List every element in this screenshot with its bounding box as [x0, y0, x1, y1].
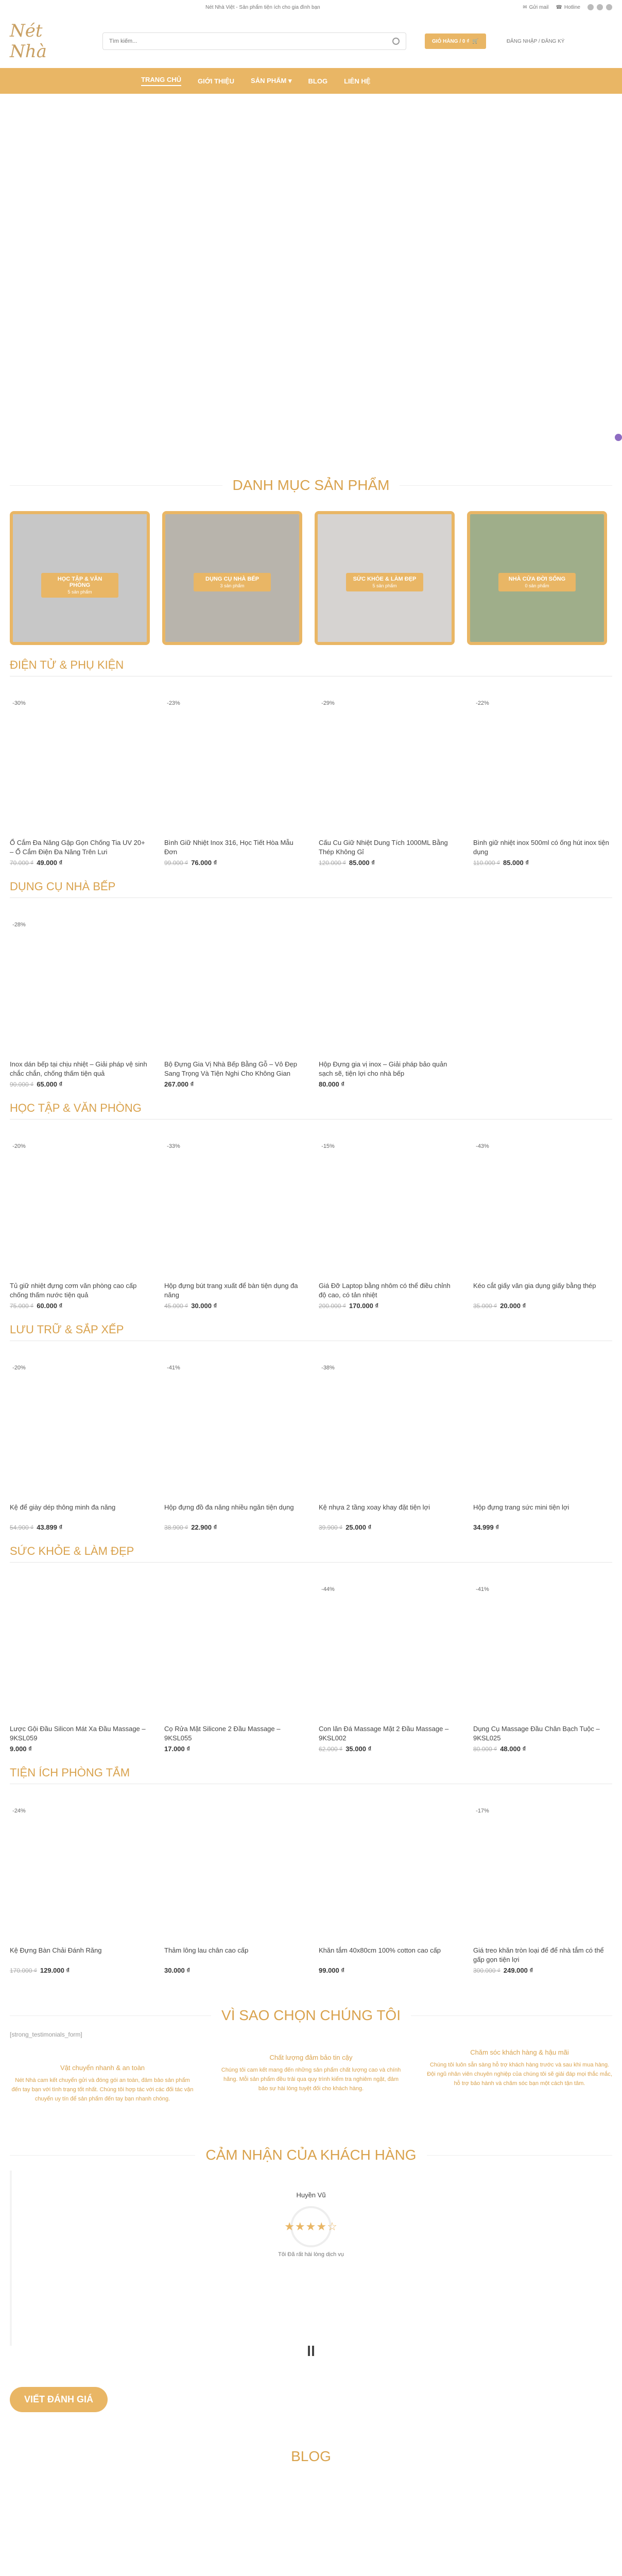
product-card[interactable] — [10, 1802, 149, 1974]
youtube-icon[interactable] — [606, 4, 612, 10]
product-card[interactable] — [473, 1580, 612, 1753]
cart-button[interactable]: GIỎ HÀNG / 0 ₫ 🛒 — [425, 33, 486, 49]
old-price: 35.000 ₫ — [473, 1302, 497, 1310]
testimonial-section — [10, 2140, 612, 2412]
product-name[interactable]: Dụng Cụ Massage Đầu Chân Bạch Tuộc – 9KSL025 — [473, 1725, 600, 1742]
nav-blog[interactable]: BLOG — [308, 77, 328, 85]
product-card[interactable] — [164, 916, 303, 1088]
category-label: SỨC KHỎE & LÀM ĐẸP 5 sản phẩm — [346, 573, 423, 591]
product-image[interactable] — [164, 916, 303, 1055]
product-image[interactable] — [473, 1802, 612, 1941]
product-price — [473, 1745, 612, 1753]
testimonial-title: CẢM NHẬN CỦA KHÁCH HÀNG — [195, 2147, 426, 2163]
login-register-link[interactable]: ĐĂNG NHẬP / ĐĂNG KÝ — [506, 38, 565, 44]
discount-badge: -33% — [164, 1137, 183, 1156]
product-card[interactable] — [164, 1359, 303, 1531]
nav-contact[interactable]: LIÊN HỆ — [344, 77, 371, 85]
product-image[interactable] — [319, 1359, 458, 1498]
product-card[interactable] — [10, 1580, 149, 1753]
old-price: 110.000 ₫ — [473, 859, 500, 867]
discount-badge: -15% — [319, 1137, 337, 1156]
sale-price: 48.000 ₫ — [500, 1745, 526, 1753]
product-price — [473, 1302, 612, 1310]
hotline-link[interactable]: ☎ Hotline — [556, 4, 580, 10]
product-card[interactable] — [10, 1359, 149, 1531]
product-name[interactable]: Con lăn Đá Massage Mặt 2 Đầu Massage – 9KSL002 — [319, 1725, 449, 1742]
discount-badge: -41% — [164, 1359, 183, 1377]
product-card[interactable] — [319, 916, 458, 1088]
product-group — [10, 658, 612, 867]
product-price — [164, 1967, 303, 1974]
discount-badge: -17% — [473, 1802, 492, 1820]
why-title: VÌ SAO CHỌN CHÚNG TÔI — [211, 2007, 411, 2024]
category-card[interactable] — [467, 511, 607, 645]
product-card[interactable] — [319, 694, 458, 867]
product-price — [319, 1745, 458, 1753]
discount-badge: -22% — [473, 694, 492, 713]
testimonial-slider — [10, 2171, 612, 2346]
product-image[interactable] — [164, 1359, 303, 1498]
product-card[interactable] — [473, 694, 612, 867]
welcome-text: Nét Nhà Việt - Sản phẩm tiện ích cho gia đình bạn — [205, 4, 320, 10]
old-price: 200.000 ₫ — [319, 1302, 346, 1310]
product-card[interactable] — [10, 916, 149, 1088]
discount-badge: -20% — [10, 1137, 28, 1156]
reviewer-name: Huyền Vũ — [296, 2191, 326, 2199]
product-name[interactable]: Bộ Đựng Gia Vị Nhà Bếp Bằng Gỗ – Vô Đẹp Sang Trọng Và Tiện Nghi Cho Không Gian — [164, 1060, 298, 1077]
product-image[interactable] — [10, 1802, 149, 1941]
sale-price: 170.000 ₫ — [349, 1302, 379, 1310]
sale-price: 85.000 ₫ — [349, 859, 375, 867]
product-card[interactable] — [473, 1137, 612, 1310]
product-price — [473, 1523, 612, 1531]
product-image[interactable] — [473, 1359, 612, 1498]
category-label: NHÀ CỬA ĐỜI SỐNG 0 sản phẩm — [498, 573, 576, 591]
product-image[interactable] — [164, 1137, 303, 1276]
sale-price: 80.000 ₫ — [319, 1080, 345, 1088]
testimonial-card — [234, 2191, 388, 2258]
sale-price: 249.000 ₫ — [503, 1967, 533, 1974]
discount-badge: -28% — [10, 916, 28, 934]
sale-price: 129.000 ₫ — [40, 1967, 70, 1974]
product-group — [10, 1545, 612, 1753]
product-group — [10, 1101, 612, 1310]
group-title[interactable]: SỨC KHỎE & LÀM ĐẸP — [10, 1545, 134, 1557]
product-name[interactable]: Cọ Rửa Mặt Silicone 2 Đầu Massage – 9KSL055 — [164, 1725, 281, 1742]
sale-price: 30.000 ₫ — [164, 1967, 191, 1974]
product-price — [164, 1523, 303, 1531]
old-price: 90.000 ₫ — [10, 1081, 34, 1088]
chevron-down-icon: ▾ — [288, 77, 292, 84]
product-price — [10, 1967, 149, 1974]
product-image[interactable] — [164, 1802, 303, 1941]
product-image[interactable] — [10, 1359, 149, 1498]
main-nav — [0, 68, 622, 94]
search-icon[interactable] — [392, 38, 400, 45]
product-group — [10, 1766, 612, 1974]
sale-price: 30.000 ₫ — [191, 1302, 217, 1310]
discount-badge: -44% — [319, 1580, 337, 1599]
why-item-quality: Chất lượng đảm bảo tin cậy Chúng tôi cam kết mang đến những sản phẩm chất lượng cao và chính hãng. Mỗi sản phẩm đều trải qua quy trình kiểm tra nghiêm ngặt, đảm bảo sự hài lòng tuyệt đối cho khách hàng. — [221, 2054, 401, 2092]
product-image[interactable] — [319, 916, 458, 1055]
discount-badge: -30% — [10, 694, 28, 713]
sale-price: 34.999 ₫ — [473, 1523, 499, 1531]
product-group — [10, 880, 612, 1088]
category-section — [10, 470, 612, 2576]
product-image[interactable] — [164, 694, 303, 833]
product-image[interactable] — [319, 1580, 458, 1719]
product-image[interactable] — [473, 1580, 612, 1719]
old-price: 170.000 ₫ — [10, 1967, 37, 1974]
why-item-shipping: Vật chuyển nhanh & an toàn Nét Nhà cam kết chuyển gửi và đóng gói an toàn, đảm bảo sản phẩm đến tay bạn với tình trạng tốt nhất. Chúng tôi hợp tác với các đối tác vận chuyển uy tín để sản phẩm đến tay bạn nhanh chóng. — [11, 2064, 194, 2102]
review-text: Tôi Đã rất hài lòng dịch vụ — [278, 2251, 344, 2258]
category-title: DANH MỤC SẢN PHẨM — [10, 470, 612, 501]
discount-badge: -38% — [319, 1359, 337, 1377]
product-card[interactable] — [164, 1580, 303, 1753]
product-price — [10, 1302, 149, 1310]
sale-price: 267.000 ₫ — [164, 1080, 194, 1088]
top-bar — [0, 0, 622, 14]
product-name[interactable]: Bình giữ nhiệt inox 500ml có ống hút inox tiện dụng — [473, 839, 609, 856]
product-image[interactable] — [10, 1137, 149, 1276]
product-card[interactable] — [164, 1137, 303, 1310]
product-price — [10, 1745, 149, 1753]
product-price — [10, 859, 149, 867]
product-image[interactable] — [10, 694, 149, 833]
product-name[interactable]: Thảm lông lau chân cao cấp — [164, 1946, 249, 1954]
product-card[interactable] — [319, 1137, 458, 1310]
product-price — [164, 1745, 303, 1753]
group-title[interactable]: LƯU TRỮ & SẮP XẾP — [10, 1323, 124, 1336]
testimonial-form-placeholder: [strong_testimonials_form] — [10, 2031, 82, 2038]
product-name[interactable]: Giá Đỡ Laptop bằng nhôm có thể điều chỉnh độ cao, có tản nhiệt — [319, 1282, 451, 1299]
product-price — [473, 859, 612, 867]
write-review-button[interactable]: VIẾT ĐÁNH GIÁ — [10, 2387, 108, 2412]
product-image[interactable] — [10, 1580, 149, 1719]
chat-widget-icon[interactable] — [615, 434, 622, 441]
product-price — [319, 1523, 458, 1531]
product-card[interactable] — [164, 1802, 303, 1974]
discount-badge: -41% — [473, 1580, 492, 1599]
product-card[interactable] — [164, 694, 303, 867]
sale-price: 49.000 ₫ — [37, 859, 63, 867]
sale-price: 99.000 ₫ — [319, 1967, 345, 1974]
pause-icon[interactable] — [308, 2346, 314, 2356]
product-name[interactable]: Khăn tắm 40x80cm 100% cotton cao cấp — [319, 1946, 441, 1954]
product-card[interactable] — [10, 1137, 149, 1310]
facebook-icon[interactable] — [588, 4, 594, 10]
product-name[interactable]: Hộp Đựng gia vị inox – Giải pháp bảo quản sạch sẽ, tiện lợi cho nhà bếp — [319, 1060, 447, 1077]
old-price: 39.900 ₫ — [319, 1524, 343, 1531]
product-name[interactable]: Lược Gội Đầu Silicon Mát Xa Đầu Massage – 9KSL059 — [10, 1725, 146, 1742]
product-price — [319, 859, 458, 867]
category-card[interactable] — [315, 511, 455, 645]
hero-banner — [0, 94, 622, 480]
discount-badge: -43% — [473, 1137, 492, 1156]
product-name[interactable]: Hộp đựng trang sức mini tiện lợi — [473, 1503, 569, 1511]
product-card[interactable] — [473, 1802, 612, 1974]
category-label: HỌC TẬP & VĂN PHÒNG 5 sản phẩm — [41, 573, 118, 598]
sale-price: 17.000 ₫ — [164, 1745, 191, 1753]
header — [0, 14, 622, 68]
discount-badge: -20% — [10, 1359, 28, 1377]
sale-price: 65.000 ₫ — [37, 1080, 63, 1088]
search-input[interactable] — [109, 38, 392, 44]
old-price: 80.000 ₫ — [473, 1745, 497, 1753]
product-name[interactable]: Cấu Cu Giữ Nhiệt Dung Tích 1000ML Bằng Thép Không Gỉ — [319, 839, 448, 856]
sale-price: 85.000 ₫ — [503, 859, 529, 867]
product-name[interactable]: Kéo cắt giấy văn gia dụng giấy bằng thép — [473, 1282, 596, 1290]
product-price — [319, 1080, 458, 1088]
old-price: 120.000 ₫ — [319, 859, 346, 867]
why-item-support: Chăm sóc khách hàng & hậu mãi Chúng tôi luôn sẵn sàng hỗ trợ khách hàng trước và sau khi mua hàng. Đội ngũ nhân viên chuyên nghiệp của chúng tôi sẽ giải đáp mọi thắc mắc, hỗ trợ bảo hành và chăm sóc bạn một cách tận tâm. — [427, 2048, 612, 2087]
sale-price: 60.000 ₫ — [37, 1302, 63, 1310]
product-name[interactable]: Kệ Đựng Bàn Chải Đánh Răng — [10, 1946, 102, 1954]
product-price — [10, 1523, 149, 1531]
product-price — [164, 1302, 303, 1310]
product-name[interactable]: Hộp đựng bút trang xuất để bàn tiện dụng đa năng — [164, 1282, 298, 1299]
reviewer-rating: ★★★★☆ — [290, 2206, 332, 2247]
cart-icon: 🛒 — [472, 38, 479, 44]
old-price: 99.000 ₫ — [164, 859, 188, 867]
product-name[interactable]: Kệ để giày dép thông minh đa năng — [10, 1503, 116, 1511]
product-name[interactable]: Hộp đựng đồ đa năng nhiều ngăn tiện dụng — [164, 1503, 294, 1511]
product-price — [164, 859, 303, 867]
nav-about[interactable]: GIỚI THIỆU — [198, 77, 235, 85]
product-image[interactable] — [319, 1137, 458, 1276]
old-price: 45.000 ₫ — [164, 1302, 188, 1310]
discount-badge: -24% — [10, 1802, 28, 1820]
group-title[interactable]: DỤNG CỤ NHÀ BẾP — [10, 880, 116, 893]
discount-badge: -23% — [164, 694, 183, 713]
product-image[interactable] — [473, 694, 612, 833]
sale-price: 25.000 ₫ — [345, 1523, 372, 1531]
product-price — [319, 1302, 458, 1310]
old-price: 75.000 ₫ — [10, 1302, 34, 1310]
discount-badge: -29% — [319, 694, 337, 713]
category-card[interactable] — [162, 511, 302, 645]
sale-price: 43.899 ₫ — [37, 1523, 63, 1531]
product-price — [319, 1967, 458, 1974]
nav-home[interactable]: TRANG CHỦ — [141, 76, 181, 86]
blog-area — [10, 2465, 612, 2576]
sale-price: 22.900 ₫ — [191, 1523, 217, 1531]
product-name[interactable]: Kệ nhựa 2 tầng xoay khay đặt tiện lợi — [319, 1503, 430, 1511]
email-link[interactable]: ✉ Gửi mail — [523, 4, 549, 10]
blog-title: BLOG — [291, 2448, 331, 2464]
product-image[interactable] — [319, 1802, 458, 1941]
product-price — [164, 1080, 303, 1088]
product-group — [10, 1323, 612, 1531]
product-card[interactable] — [473, 1359, 612, 1531]
product-price — [10, 1080, 149, 1088]
product-card[interactable] — [10, 694, 149, 867]
product-price — [473, 1967, 612, 1974]
product-image[interactable] — [10, 916, 149, 1055]
why-section — [10, 2000, 612, 2104]
old-price: 38.900 ₫ — [164, 1524, 188, 1531]
product-name[interactable]: Tủ giữ nhiệt đựng cơm văn phòng cao cấp chống thấm nước tiện quả — [10, 1282, 137, 1299]
product-name[interactable]: Giá treo khăn tròn loại để để nhà tắm có thể gấp gọn tiện lợi — [473, 1946, 604, 1963]
category-label: DỤNG CỤ NHÀ BẾP 3 sản phẩm — [194, 573, 271, 591]
search-box — [102, 32, 406, 50]
product-name[interactable]: Ổ Cắm Đa Năng Gập Gọn Chống Tia UV 20+ – Ổ Cắm Điện Đa Năng Trên Lưi — [10, 839, 145, 856]
old-price: 300.000 ₫ — [473, 1967, 500, 1974]
product-image[interactable] — [319, 694, 458, 833]
sale-price: 9.000 ₫ — [10, 1745, 32, 1753]
group-title[interactable]: ĐIỆN TỬ & PHỤ KIỆN — [10, 658, 124, 671]
sale-price: 76.000 ₫ — [191, 859, 217, 867]
category-card[interactable] — [10, 511, 150, 645]
instagram-icon[interactable] — [597, 4, 603, 10]
group-title[interactable]: TIỆN ÍCH PHÒNG TẮM — [10, 1766, 130, 1779]
product-image[interactable] — [473, 1137, 612, 1276]
product-image[interactable] — [164, 1580, 303, 1719]
group-title[interactable]: HỌC TẬP & VĂN PHÒNG — [10, 1101, 142, 1114]
product-card[interactable] — [319, 1359, 458, 1531]
product-name[interactable]: Bình Giữ Nhiệt Inox 316, Học Tiết Hòa Mẫu Đơn — [164, 839, 293, 856]
old-price: 62.000 ₫ — [319, 1745, 343, 1753]
logo[interactable]: Nét Nhà — [10, 21, 47, 62]
sale-price: 35.000 ₫ — [345, 1745, 372, 1753]
product-card[interactable] — [319, 1802, 458, 1974]
nav-products[interactable]: SẢN PHẨM ▾ — [251, 77, 292, 84]
old-price: 54.900 ₫ — [10, 1524, 34, 1531]
product-name[interactable]: Inox dán bếp tại chịu nhiệt – Giải pháp vệ sinh chắc chắn, chống thấm tiện quả — [10, 1060, 147, 1077]
product-card[interactable] — [319, 1580, 458, 1753]
sale-price: 20.000 ₫ — [500, 1302, 526, 1310]
old-price: 70.000 ₫ — [10, 859, 34, 867]
social-links — [588, 4, 612, 10]
